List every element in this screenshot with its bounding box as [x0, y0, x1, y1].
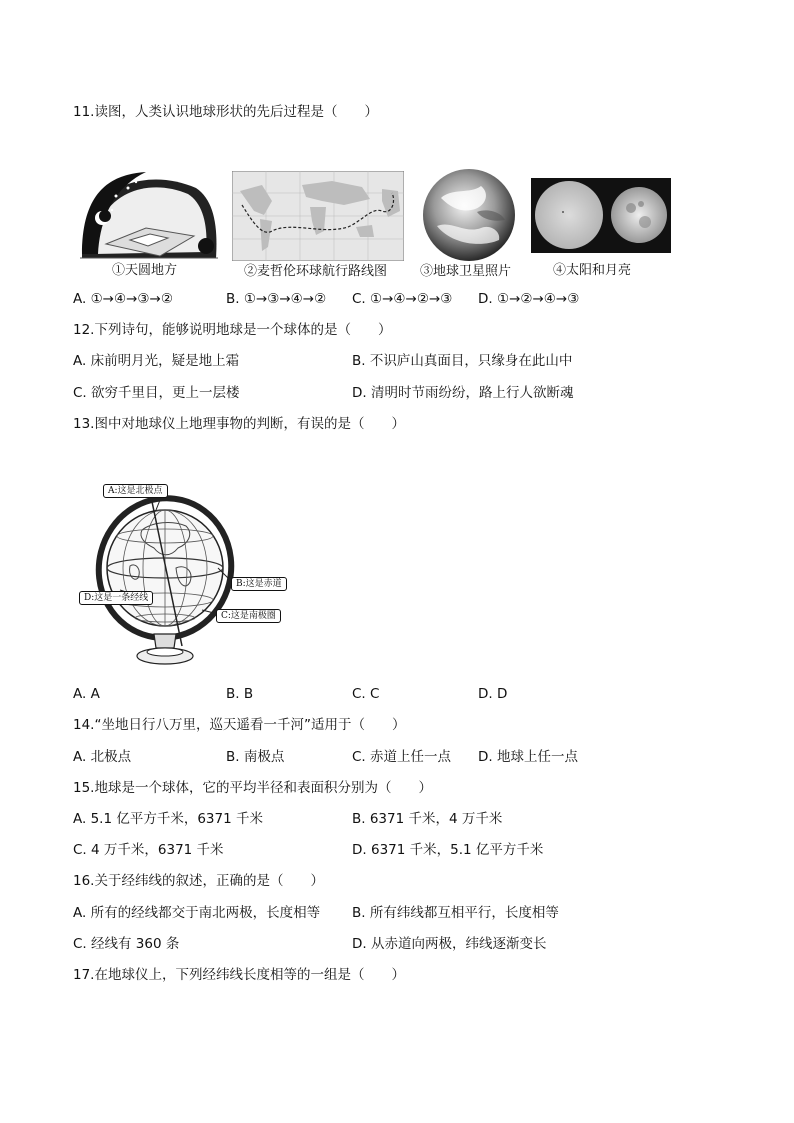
label-c-antarctic-circle: C:这是南极圈	[216, 609, 281, 623]
q16-option-d[interactable]: D. 从赤道向两极，纬线逐渐变长	[352, 936, 547, 952]
caption-4: ④太阳和月亮	[553, 263, 632, 278]
q12-option-d[interactable]: D. 清明时节雨纷纷，路上行人欲断魂	[352, 385, 574, 401]
caption-2: ②麦哲伦环球航行路线图	[244, 264, 388, 279]
q13-option-c[interactable]: C. C	[352, 686, 380, 702]
q12-stem: 12.下列诗句，能够说明地球是一个球体的是（ ）	[73, 322, 392, 338]
q13-option-a[interactable]: A. A	[73, 686, 100, 702]
q13-option-d[interactable]: D. D	[478, 686, 508, 702]
q11-option-a[interactable]: A. ①→④→③→②	[73, 291, 173, 307]
q14-option-b[interactable]: B. 南极点	[226, 749, 285, 765]
q12-option-a[interactable]: A. 床前明月光，疑是地上霜	[73, 353, 240, 369]
q14-option-a[interactable]: A. 北极点	[73, 749, 132, 765]
sun-moon-figure	[531, 178, 671, 253]
earth-satellite-figure	[421, 168, 517, 262]
caption-3: ③地球卫星照片	[420, 264, 512, 279]
q15-option-b[interactable]: B. 6371 千米，4 万千米	[352, 811, 503, 827]
q13-stem: 13.图中对地球仪上地理事物的判断，有误的是（ ）	[73, 416, 405, 432]
q17-stem: 17.在地球仪上，下列经纬线长度相等的一组是（ ）	[73, 967, 405, 983]
q15-option-c[interactable]: C. 4 万千米，6371 千米	[73, 842, 224, 858]
q16-option-b[interactable]: B. 所有纬线都互相平行，长度相等	[352, 905, 559, 921]
heaven-earth-figure	[76, 166, 220, 268]
caption-1: ①天圆地方	[112, 263, 178, 278]
q14-option-d[interactable]: D. 地球上任一点	[478, 749, 578, 765]
q13-option-b[interactable]: B. B	[226, 686, 254, 702]
q12-option-b[interactable]: B. 不识庐山真面目，只缘身在此山中	[352, 353, 573, 369]
q14-stem: 14.“坐地日行八万里，巡天遥看一千河”适用于（ ）	[73, 717, 406, 733]
label-b-equator: B:这是赤道	[231, 577, 287, 591]
label-d-meridian: D:这是一条经线	[79, 591, 153, 605]
q14-option-c[interactable]: C. 赤道上任一点	[352, 749, 452, 765]
magellan-map-figure	[232, 171, 404, 261]
q16-stem: 16.关于经纬线的叙述，正确的是（ ）	[73, 873, 324, 889]
label-a-north-pole: A:这是北极点	[103, 484, 168, 498]
q11-option-d[interactable]: D. ①→②→④→③	[478, 291, 580, 307]
q16-option-c[interactable]: C. 经线有 360 条	[73, 936, 180, 952]
q16-option-a[interactable]: A. 所有的经线都交于南北两极，长度相等	[73, 905, 321, 921]
q11-option-c[interactable]: C. ①→④→②→③	[352, 291, 453, 307]
q11-stem: 11.读图，人类认识地球形状的先后过程是（ ）	[73, 104, 378, 120]
q15-stem: 15.地球是一个球体，它的平均半径和表面积分别为（ ）	[73, 780, 432, 796]
q11-option-b[interactable]: B. ①→③→④→②	[226, 291, 327, 307]
q15-option-d[interactable]: D. 6371 千米，5.1 亿平方千米	[352, 842, 544, 858]
q15-option-a[interactable]: A. 5.1 亿平方千米，6371 千米	[73, 811, 263, 827]
q12-option-c[interactable]: C. 欲穷千里目，更上一层楼	[73, 385, 240, 401]
